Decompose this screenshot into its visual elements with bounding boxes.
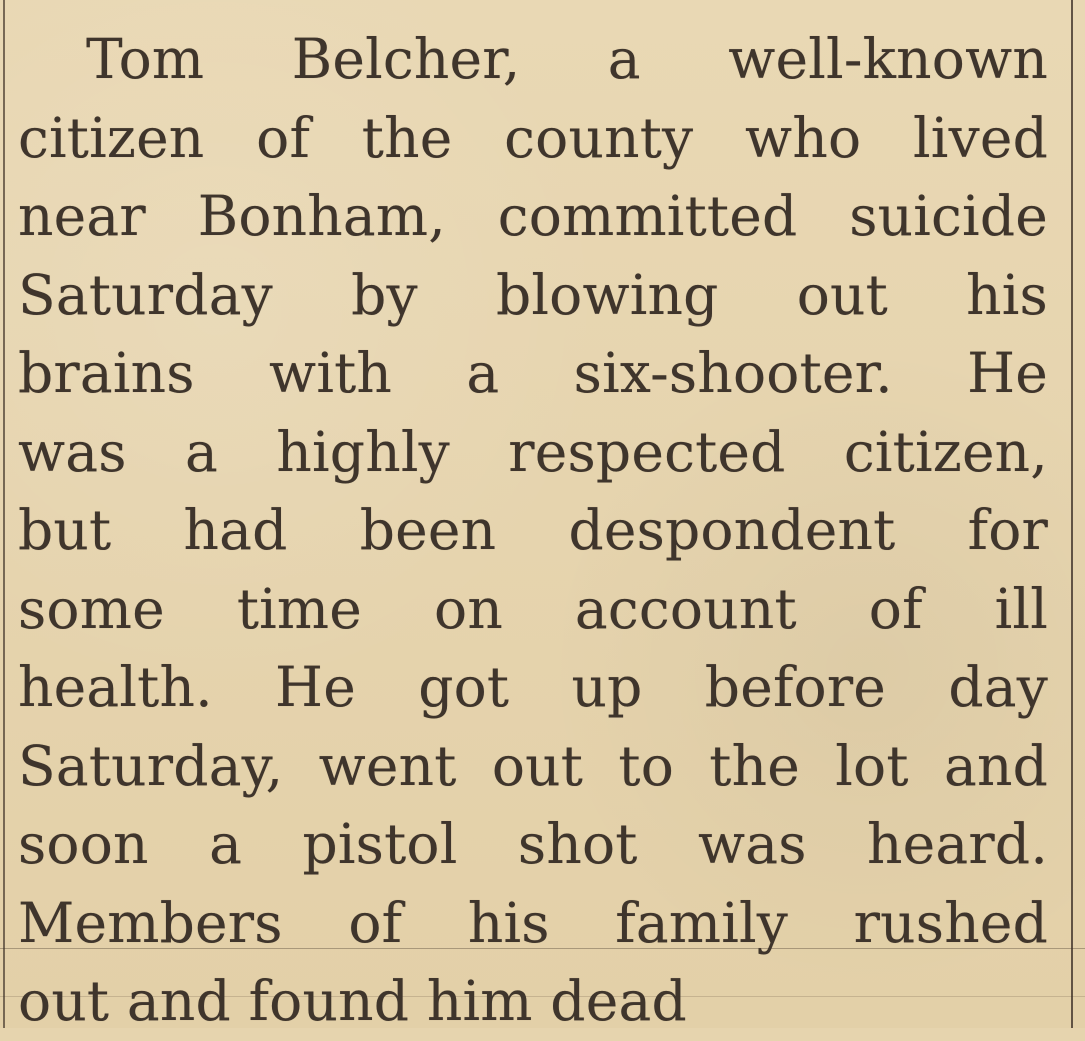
article-line-8: some time on account of ill <box>18 576 1048 641</box>
article-line-7: but had been despondent for <box>18 498 1048 562</box>
article-line-13-start: out and found <box>18 969 410 1033</box>
article-line-10: Saturday, went out to the lot and <box>18 733 1048 798</box>
article-line-13-cut-text: him dead <box>426 969 687 1033</box>
column-rule-right <box>1071 0 1073 1028</box>
article-line-4: Saturday by blowing out his <box>18 262 1048 327</box>
column-rule-left <box>3 0 5 1028</box>
article-line-3: near Bonham, committed suicide <box>18 184 1048 248</box>
news-article <box>18 20 1048 1041</box>
article-line-13 <box>18 962 1048 1041</box>
article-line-9: health. He got up before day <box>18 655 1048 719</box>
article-line-2: citizen of the county who lived <box>18 105 1048 170</box>
article-line-5: brains with a six-shooter. He <box>18 341 1048 405</box>
article-line-1: Tom Belcher, a well-known <box>86 27 1048 91</box>
article-line-12: Members of his family rushed <box>18 890 1048 955</box>
article-line-6: was a highly respected citizen, <box>18 419 1048 484</box>
article-line-11: soon a pistol shot was heard. <box>18 812 1048 876</box>
